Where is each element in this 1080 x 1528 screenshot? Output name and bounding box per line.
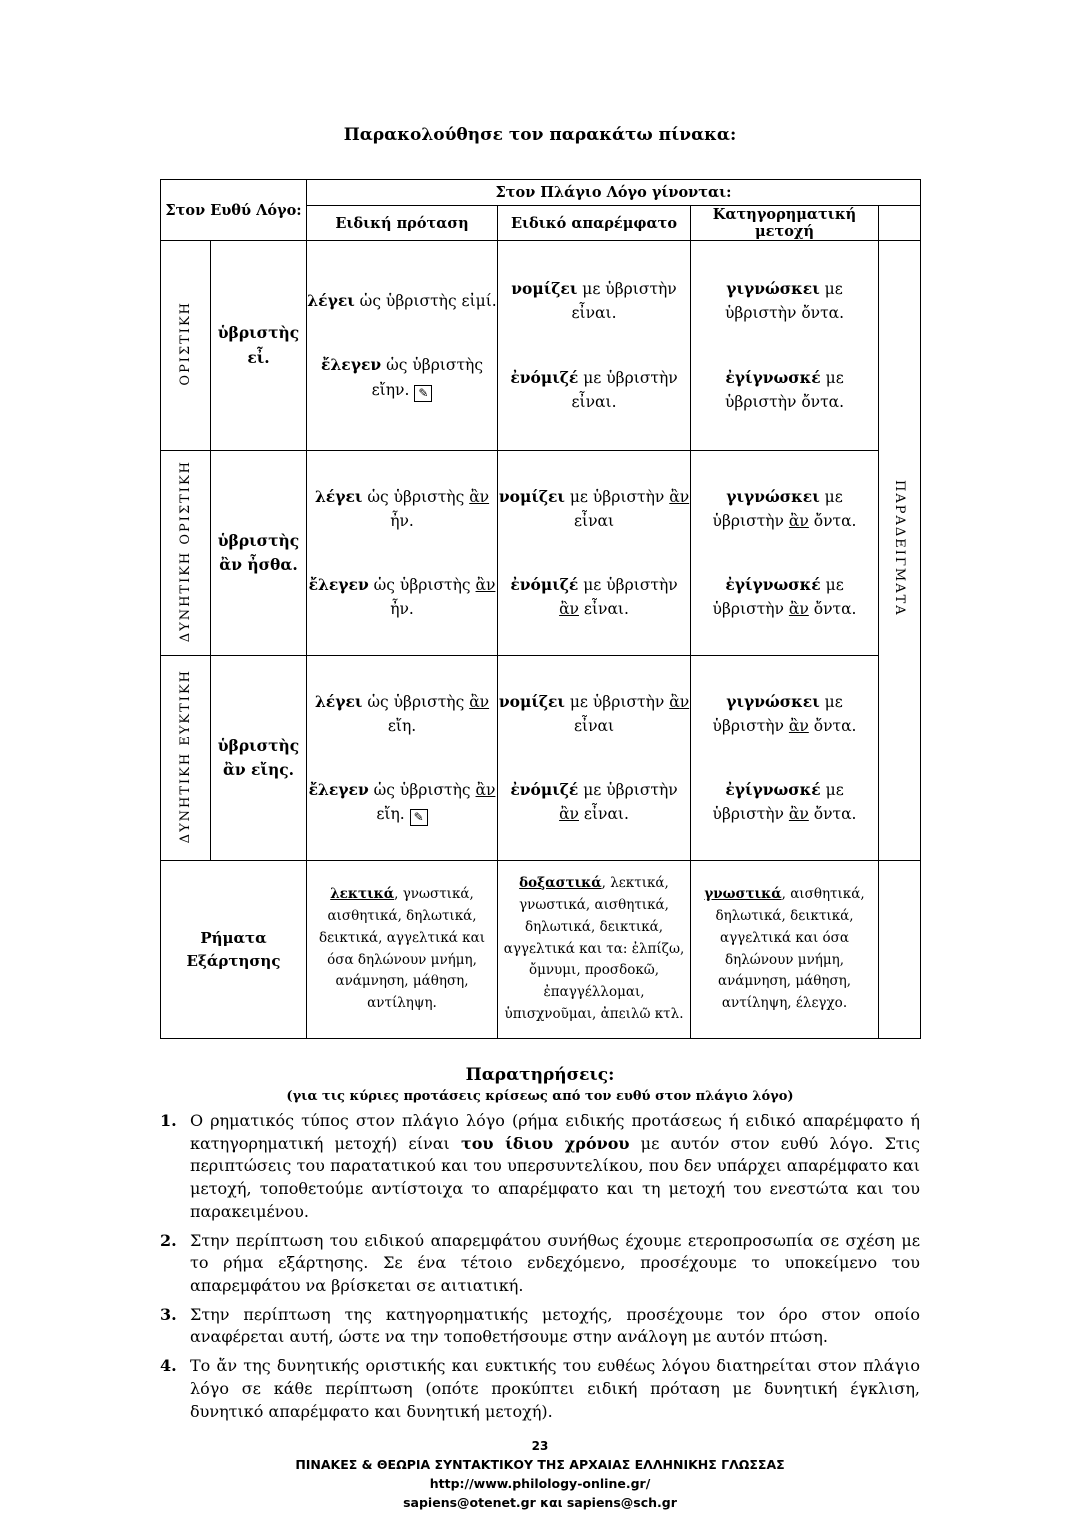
example-sentence xyxy=(307,289,497,313)
column-header-special-clause: Ειδική πρόταση xyxy=(307,206,498,241)
note-item-1 xyxy=(160,1110,920,1224)
text-segment: ἐνόμιζέ xyxy=(510,575,579,594)
example-sentence xyxy=(307,573,497,621)
text-segment: με ὑβριστὴν xyxy=(578,781,678,799)
examples-column-spacer-top xyxy=(879,206,921,241)
text-segment: , λεκτικά, γνωστικά, αισθητικά, δηλωτικά, δεικτικά, αγγελτικά και τα: ἐλπίζω, ὄμνυμι, προσδοκῶ, ἐπαγγέλλομαι, ὑπισχνοῦμαι, ἀπειλῶ κτλ. xyxy=(503,874,685,1023)
text-segment: Ρήματα xyxy=(200,929,267,947)
text-segment: ἐγίγνωσκέ xyxy=(725,367,821,387)
example-sentence xyxy=(691,690,878,738)
document-page xyxy=(160,0,920,1510)
note-text xyxy=(190,1304,920,1349)
dependency-verbs-special-clause xyxy=(307,861,498,1039)
text-segment: Στην περίπτωση του ειδικού απαρεμφάτου συνήθως έχουμε ετεροπροσωπία σε σχέση με το ρήμα εξάρτησης. Σε ένα τέτοιο ενδεχόμενο, προσέχουμε το υποκείμενο του απαρεμφάτου να βρίσκεται σε αιτιατική. xyxy=(190,1230,920,1296)
example-sentence xyxy=(307,485,497,533)
mood-cell-dynitiki-efktiki xyxy=(161,656,211,861)
infinitive-examples-cell xyxy=(498,656,691,861)
note-number: 3. xyxy=(160,1304,177,1324)
text-segment: Ο ρηματικός τύπος στον πλάγιο λόγο (ρήμα ειδικής προτάσεως ή ειδικό απαρέμφατο ή κατηγορηματική μετοχή) είναι xyxy=(190,1111,920,1153)
column-header-infinitive: Ειδικό απαρέμφατο xyxy=(498,206,691,241)
text-segment: ἂν xyxy=(475,781,496,799)
text-segment: με ὑβριστὴν xyxy=(712,487,843,530)
text-segment: ὡς ὑβριστὴς xyxy=(362,487,470,506)
text-segment: λέγει xyxy=(307,291,355,311)
infinitive-examples-cell xyxy=(498,241,691,451)
direct-example xyxy=(211,734,306,782)
text-segment: ὡς ὑβριστὴς xyxy=(362,692,470,711)
text-segment: ὡς ὑβριστὴς xyxy=(368,576,476,594)
text-segment: ἂν xyxy=(469,692,490,711)
text-segment: ὄντα. xyxy=(808,805,857,824)
text-segment: λέγει xyxy=(314,691,363,711)
text-segment: ὡς ὑβριστὴς εἴην. xyxy=(371,356,484,399)
text-segment: ὡς ὑβριστὴς xyxy=(368,781,476,799)
text-segment: ὑβριστὴς xyxy=(217,530,300,550)
dependency-verbs-participle xyxy=(691,861,879,1039)
text-segment: λεκτικά xyxy=(330,885,395,902)
verbs-list xyxy=(691,884,878,1015)
text-segment: ὡς ὑβριστὴς εἰμί. xyxy=(354,292,497,311)
text-segment: ὄντα. xyxy=(808,511,857,530)
note-number: 4. xyxy=(160,1356,177,1376)
text-segment: Εξάρτησης xyxy=(186,951,281,970)
note-icon: ✎ xyxy=(410,809,428,826)
direct-example xyxy=(211,321,306,369)
example-sentence xyxy=(691,366,878,414)
example-sentence xyxy=(691,485,878,533)
text-segment: ὑβριστὴς xyxy=(217,735,300,755)
text-segment: ἂν εἴης. xyxy=(222,760,295,779)
note-text xyxy=(190,1230,920,1298)
text-segment: ἂν xyxy=(475,576,496,594)
verbs-list xyxy=(498,873,690,1026)
text-segment: Στην περίπτωση της κατηγορηματικής μετοχής, προσέχουμε τον όρο στον οποίο αναφέρεται αυτή, ώστε να την τοποθετήσουμε στην ανάλογη με αυτόν πτώση. xyxy=(190,1304,920,1347)
text-segment: ἂν xyxy=(669,487,690,506)
participle-examples-cell xyxy=(691,241,879,451)
text-segment: ἔλεγεν xyxy=(308,780,369,799)
special-clause-examples-cell xyxy=(307,451,498,656)
text-segment: νομίζει xyxy=(498,691,565,711)
text-segment: με αυτόν στον ευθύ λόγο. Στις περιπτώσεις του παρατατικού και του υπερσυντελίκου, που δεν υπάρχει απαρέμφατο και μετοχή, τοποθετούμε αντίστοιχα το απαρέμφατο και τη μετοχή του ενεστώτα και του παρακειμένου. xyxy=(190,1133,921,1221)
example-sentence xyxy=(307,778,497,826)
text-segment: με ὑβριστὴν εἶναι. xyxy=(571,368,678,411)
mood-label: ΔΥΝΗΤΙΚΗ ΟΡΙΣΤΙΚΗ xyxy=(178,459,193,643)
text-segment: νομίζει xyxy=(511,279,578,299)
text-segment: εἶναι. xyxy=(578,600,629,619)
text-segment: εἶναι. xyxy=(578,805,629,824)
example-sentence xyxy=(691,778,878,826)
direct-speech-header: Στον Ευθύ Λόγο: xyxy=(161,180,307,241)
text-segment: ἔλεγεν xyxy=(308,575,369,594)
indirect-speech-table xyxy=(160,179,921,1039)
text-segment: ἂν xyxy=(559,805,579,824)
text-segment: ὄντα. xyxy=(808,716,857,735)
direct-example-cell xyxy=(211,656,307,861)
mood-label: ΔΥΝΗΤΙΚΗ ΕΥΚΤΙΚΗ xyxy=(178,668,193,844)
text-segment: δοξαστικά xyxy=(519,874,602,891)
column-header-participle: Κατηγορηματική μετοχή xyxy=(691,206,879,241)
infinitive-examples-cell xyxy=(498,451,691,656)
text-segment: με ὑβριστὴν εἶναι. xyxy=(571,280,677,323)
text-segment: του ίδιου χρόνου xyxy=(460,1133,630,1153)
page-number: 23 xyxy=(531,1439,549,1454)
text-segment: ἂν xyxy=(788,600,809,619)
examples-label: ΠΑΡΑΔΕΙΓΜΑΤΑ xyxy=(892,480,908,617)
text-segment: με ὑβριστὴν ὄντα. xyxy=(724,280,845,323)
text-segment: εἶναι xyxy=(573,716,615,735)
text-segment: με ὑβριστὴν xyxy=(564,487,670,506)
mood-cell-dynitiki-oristiki xyxy=(161,451,211,656)
text-segment: ἂν xyxy=(788,716,809,735)
text-segment: ἂν xyxy=(669,692,690,711)
example-sentence xyxy=(498,778,690,826)
footer-emails: sapiens@otenet.gr και sapiens@sch.gr xyxy=(403,1495,677,1511)
example-sentence xyxy=(691,277,878,325)
dependency-verbs-infinitive xyxy=(498,861,691,1039)
example-sentence xyxy=(498,277,690,325)
text-segment: εἶ. xyxy=(247,347,270,367)
text-segment: γιγνώσκει xyxy=(726,279,820,299)
example-sentence xyxy=(498,485,690,533)
text-segment: γνωστικά xyxy=(704,885,782,902)
direct-example-cell xyxy=(211,451,307,656)
page-title: Παρακολούθησε τον παρακάτω πίνακα: xyxy=(343,125,737,145)
page-footer xyxy=(160,1439,920,1510)
footer-url[interactable]: http://www.philology-online.gr/ xyxy=(429,1476,651,1492)
text-segment: εἴη. xyxy=(376,805,410,824)
row-dynitiki-oristiki xyxy=(161,451,921,656)
text-segment: ἦν. xyxy=(390,600,414,619)
note-number: 1. xyxy=(160,1111,177,1130)
header-row-top xyxy=(161,180,921,206)
text-segment: εἶναι xyxy=(573,511,615,530)
note-icon: ✎ xyxy=(414,385,432,402)
note-text xyxy=(190,1355,920,1423)
text-segment: ἐνόμιζέ xyxy=(510,780,579,799)
mood-cell-oristiki xyxy=(161,241,211,451)
text-segment: με ὑβριστὴν xyxy=(564,692,670,711)
text-segment: ἦν. xyxy=(390,511,414,530)
text-segment: ὑβριστὴς xyxy=(217,323,300,343)
examples-column-spacer-bottom xyxy=(879,861,921,1039)
text-segment: ἂν xyxy=(469,487,490,506)
direct-example-cell xyxy=(211,241,307,451)
indirect-speech-header: Στον Πλάγιο Λόγο γίνονται: xyxy=(307,180,921,206)
note-text xyxy=(190,1110,920,1224)
text-segment: Το ἄν της δυνητικής οριστικής και ευκτικής του ευθέως λόγου διατηρείται στον πλάγιο λόγο σε κάθε περίπτωση (οπότε προκύπτει ειδική πρόταση με δυνητική έγκλιση, δυνητικό απαρέμφατο και δυνητική μετοχή). xyxy=(190,1356,920,1421)
row-dynitiki-efktiki xyxy=(161,656,921,861)
text-segment: με ὑβριστὴν xyxy=(578,576,678,594)
text-segment: , γνωστικά, αισθητικά, δηλωτικά, δεικτικά, αγγελτικά και όσα δηλώνουν μνήμη, ανάμνηση, μάθηση, αντίληψη. xyxy=(319,885,486,1012)
footer-book-title: ΠΙΝΑΚΕΣ & ΘΕΩΡΙΑ ΣΥΝΤΑΚΤΙΚΟΥ ΤΗΣ ΑΡΧΑΙΑΣ ΕΛΛΗΝΙΚΗΣ ΓΛΩΣΣΑΣ xyxy=(295,1457,785,1473)
participle-examples-cell xyxy=(691,656,879,861)
text-segment: ἐνόμιζέ xyxy=(510,367,579,387)
text-segment: ὄντα. xyxy=(808,600,857,619)
row-dependency-verbs xyxy=(161,861,921,1039)
text-segment: εἴη. xyxy=(387,716,417,735)
text-segment: γιγνώσκει xyxy=(726,486,820,506)
example-sentence xyxy=(307,353,497,401)
examples-label-cell xyxy=(879,241,921,861)
example-sentence xyxy=(307,690,497,738)
notes-subtitle: (για τις κύριες προτάσεις κρίσεως από τον ευθύ στον πλάγιο λόγο) xyxy=(286,1089,794,1104)
notes-section xyxy=(160,1065,920,1423)
notes-title: Παρατηρήσεις: xyxy=(465,1065,615,1085)
special-clause-examples-cell xyxy=(307,656,498,861)
text-segment: ἂν xyxy=(788,511,809,530)
note-item-3 xyxy=(160,1304,920,1349)
verbs-list xyxy=(307,884,497,1015)
text-segment: ἐγίγνωσκέ xyxy=(725,780,821,799)
participle-examples-cell xyxy=(691,451,879,656)
dependency-verbs-label xyxy=(161,861,307,1039)
example-sentence xyxy=(498,690,690,738)
note-item-4 xyxy=(160,1355,920,1423)
text-segment: νομίζει xyxy=(498,486,565,506)
example-sentence xyxy=(498,366,690,414)
row-oristiki xyxy=(161,241,921,451)
note-item-2 xyxy=(160,1230,920,1298)
direct-example xyxy=(211,529,306,577)
text-segment: λέγει xyxy=(314,486,363,506)
text-segment: με ὑβριστὴν xyxy=(712,781,844,824)
text-segment: ἐγίγνωσκέ xyxy=(725,575,821,594)
mood-label: ΟΡΙΣΤΙΚΗ xyxy=(178,301,193,386)
special-clause-examples-cell xyxy=(307,241,498,451)
text-segment: ἔλεγεν xyxy=(321,355,382,375)
example-sentence xyxy=(498,573,690,621)
text-segment: με ὑβριστὴν xyxy=(712,576,844,619)
text-segment: ἂν xyxy=(788,805,809,824)
text-segment: , αισθητικά, δηλωτικά, δεικτικά, αγγελτικά και όσα δηλώνουν μνήμη, ανάμνηση, μάθηση, αντίληψη, έλεγχο. xyxy=(715,885,865,1012)
text-segment: ἂν xyxy=(559,600,579,619)
example-sentence xyxy=(691,573,878,621)
note-number: 2. xyxy=(160,1230,177,1250)
text-segment: με ὑβριστὴν ὄντα. xyxy=(724,368,845,411)
text-segment: ἂν ἦσθα. xyxy=(219,555,298,574)
text-segment: γιγνώσκει xyxy=(726,691,820,711)
text-segment: με ὑβριστὴν xyxy=(712,692,843,735)
